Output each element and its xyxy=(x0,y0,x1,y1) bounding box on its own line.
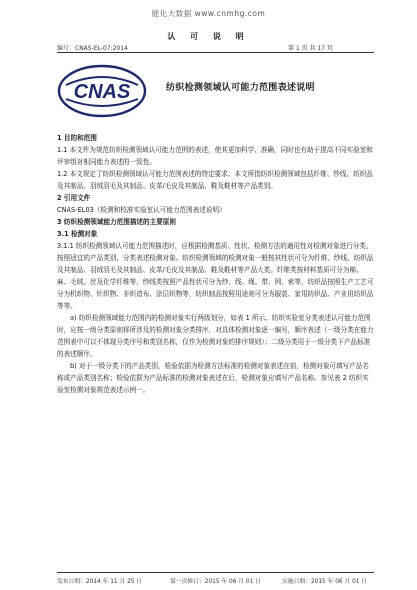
document-body xyxy=(57,132,374,396)
revision-date: 第一次修订：2015 年 06 月 01 日 xyxy=(170,579,261,585)
release-date: 发布日期：2014 年 11 月 25 日 xyxy=(57,579,143,585)
page-indicator: 第 1 页 共 17 页 xyxy=(288,45,333,52)
section-1-heading: 1 目的和范围 xyxy=(57,134,97,142)
section-3-1-b-paragraph: b) 对于一级分类下的产品类别，检验依据为检测方法标准的检测对象表述在前，检测对象可填写产品名称或产品类别名称；检验依据为产品标准的检测对象表述在后，检测对象应填写产品名称。参见表 2 纺织实验室检测对象规范表述示例一。 xyxy=(57,362,369,394)
section-3-1-heading: 3.1 检测对象 xyxy=(57,230,98,238)
document-title: 纺织检测领域认可能力范围表述说明 xyxy=(166,83,315,93)
header-divider xyxy=(57,52,374,53)
document-number: 编号：CNAS-EL-07:2014 xyxy=(57,45,128,52)
section-1-2-paragraph: 1.2 本文规定了纺织检测领域认可能力范围表述的特定要求。本文所指纺织检测领域包括纤维、纱线、纺织品及其制品、羽绒羽毛及其制品、皮革/毛皮及其制品、鞋及鞋材等产品类别。 xyxy=(57,170,373,190)
reference-document: CNAS-EL03《检测和校准实验室认可能力范围表述说明》 xyxy=(57,206,226,214)
watermark-text: 能化大数据 www.cnmhg.com xyxy=(151,9,266,18)
effective-date: 实施日期：2015 年 06 月 01 日 xyxy=(282,579,368,585)
section-3-1-a-paragraph: a) 纺织检测领域能力范围内的检测对象实行两级划分，如表 1 所示。纺织实验室分类表述认可能力范围时，应按一级分类原则将所涉及的检测对象分类排序，对具体检测对象逐一编号，顺序表述（一级分类在能力范围表中可以不体现分类序号和类别名称，仅作为检测对象的排序规则）；二级分类用于一级分类下产品标准的表述顺序。 xyxy=(57,314,374,358)
section-3-1-1-paragraph: 3.1.1 纺织检测领域认可能力范围描述时，应根据检测基质、性状、检测方法的通用性对检测对象进行分类，按照适宜的产品类别，分类表述检测对象。纺织检测领域的检测对象一般按其性状可分为纤维、纱线、纺织品及其制品、羽绒羽毛及其制品、皮革/毛皮及其制品、鞋及鞋材等产品大类。纤维类按材料基质可分为棉、麻、毛绒、丝及化学纤维等，纱线类按照产品性状可分为纱、线、绳、带、网、索等，纺织品按照生产工艺可分为机织物、针织物、非织造布、涂层织物等，纺织制品按照用途则可分为服装、家用纺织品、产业用纺织品等等。 xyxy=(57,242,374,310)
cnas-logo-text: CNAS xyxy=(73,81,131,103)
section-3-heading: 3 纺织检测领域能力范围描述的主要原则 xyxy=(57,218,176,226)
section-1-1-paragraph: 1.1 本文件为规范纺织检测领域认可能力范围的表述，使其更加科学、准确，同时也有助于提高不同实验室和评审组对相同能力表述的一致性。 xyxy=(57,146,373,166)
cnas-logo-icon xyxy=(56,63,148,119)
document-type-label: 认 可 说 明 xyxy=(167,32,250,41)
footer-divider xyxy=(57,572,374,573)
section-2-heading: 2 引用文件 xyxy=(57,194,91,202)
